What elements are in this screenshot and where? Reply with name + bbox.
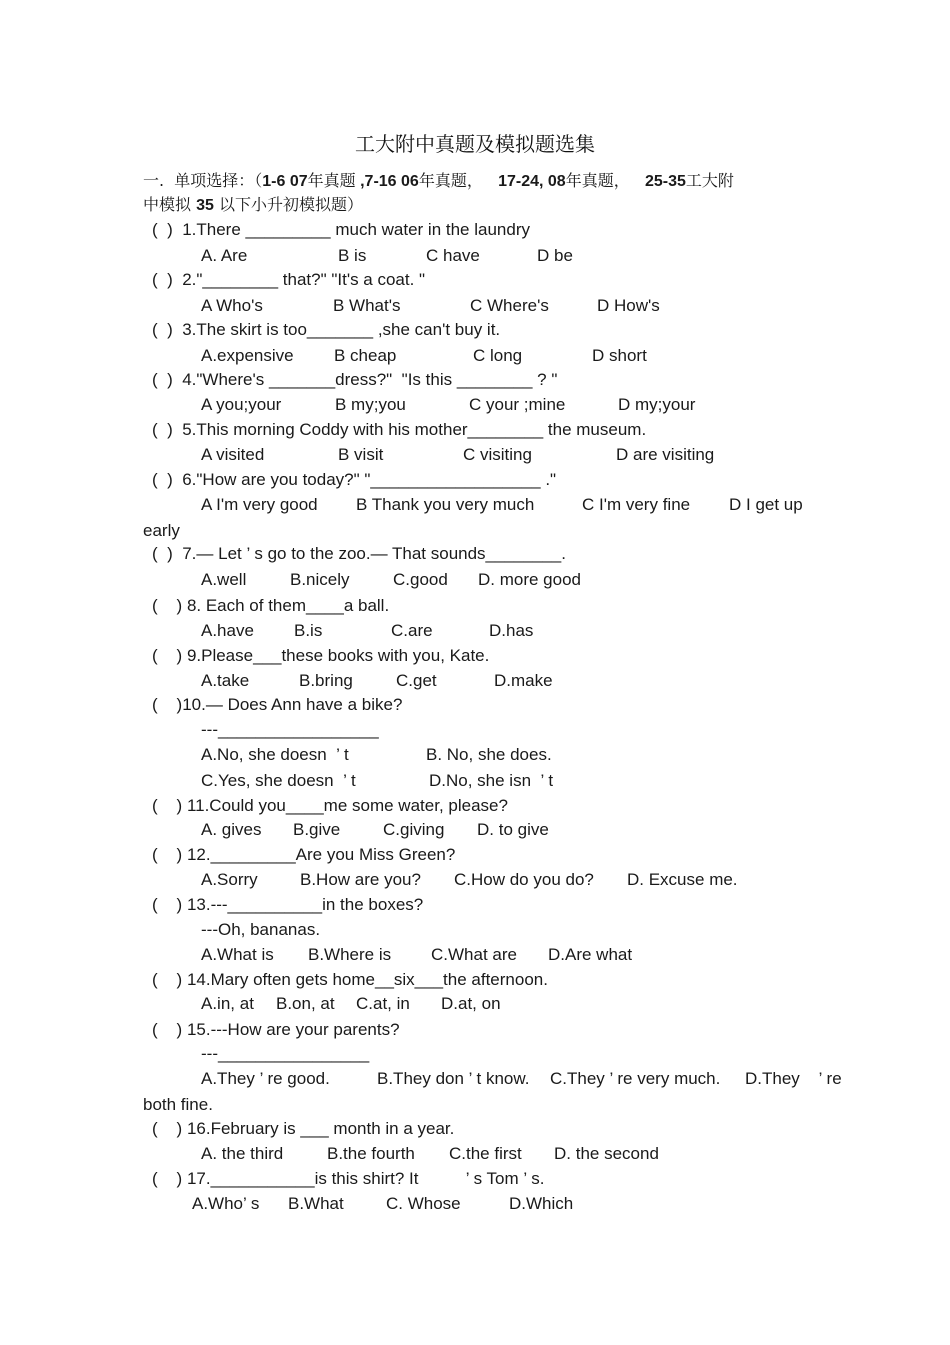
option-a: A.expensive (201, 346, 294, 365)
option-c: C. Whose (386, 1194, 461, 1213)
option-d: D.Which (509, 1194, 574, 1213)
intro-range: 25-35 (644, 173, 686, 190)
option-b: B Thank you very much (356, 495, 535, 514)
option-a: A.What is (201, 945, 274, 964)
answer-line: ---Oh, bananas. (201, 920, 321, 939)
question-stem: ( ) 9.Please___these books with you, Kate. (152, 646, 490, 665)
option-c: C.good (393, 570, 448, 589)
option-d: D. the second (554, 1144, 659, 1163)
option-d: D.Are what (548, 945, 633, 964)
option-b: B.bring (299, 671, 353, 690)
option-c: C visiting (463, 445, 532, 464)
option-b: B.They don ’ t know. (377, 1069, 530, 1088)
option-b: B.give (293, 820, 341, 839)
option-wrap: both fine. (143, 1095, 213, 1114)
option-a: A.They ’ re good. (201, 1069, 330, 1088)
intro-range: ,7-16 06 (355, 173, 419, 190)
question-stem: ( ) 1.There _________ much water in the laundry (152, 220, 530, 239)
option-a: A you;your (201, 395, 282, 414)
question-stem: ( ) 4."Where's _______dress?" "Is this ________ ? " (152, 370, 558, 389)
question-stem: ( ) 7.— Let ’ s go to the zoo.— That sounds________. (152, 544, 566, 563)
option-b: B.is (294, 621, 323, 640)
intro-text: 年真题， (418, 171, 483, 190)
option-c: C.Yes, she doesn ’ t (201, 771, 356, 790)
answer-line: ---________________ (201, 1044, 370, 1063)
option-b: B.nicely (290, 570, 350, 589)
question-stem: ( ) 17.___________is this shirt? It ’ s Tom ’ s. (152, 1169, 545, 1188)
option-d: D How's (597, 296, 660, 315)
option-a: A.Who’ s (192, 1194, 260, 1213)
question-stem: ( ) 16.February is ___ month in a year. (152, 1119, 455, 1138)
option-a: A visited (201, 445, 265, 464)
option-b: B cheap (334, 346, 397, 365)
option-d: D. to give (477, 820, 549, 839)
option-d: D are visiting (616, 445, 715, 464)
intro-text: 年真题 (307, 171, 356, 190)
option-d: D.at, on (441, 994, 501, 1013)
intro-text: 一. 单项选择：（ (143, 171, 263, 190)
option-c: C Where's (470, 296, 549, 315)
intro-range: 17-24, 08 (498, 173, 566, 190)
option-b: B.the fourth (327, 1144, 415, 1163)
intro-text: 中模拟 (143, 195, 197, 214)
option-wrap: early (143, 521, 180, 540)
section-heading-cont (143, 194, 363, 217)
question-stem: ( ) 6."How are you today?" "__________________ ." (152, 470, 557, 489)
option-a: A. gives (201, 820, 262, 839)
option-a: A Who's (201, 296, 263, 315)
option-d: D. more good (478, 570, 581, 589)
option-c: C.What are (431, 945, 517, 964)
intro-text: 年真题， (565, 171, 630, 190)
option-d: D be (537, 246, 573, 265)
intro-range: 35 (196, 197, 214, 214)
option-c: C.How do you do? (454, 870, 594, 889)
option-b: B.on, at (276, 994, 335, 1013)
intro-text: 以下小升初模拟题） (213, 195, 363, 214)
option-c: C.get (396, 671, 437, 690)
question-stem: ( ) 14.Mary often gets home__six___the afternoon. (152, 970, 548, 989)
option-a: A.take (201, 671, 250, 690)
option-a: A I'm very good (201, 495, 318, 514)
question-stem: ( ) 5.This morning Coddy with his mother________ the museum. (152, 420, 647, 439)
option-c: C I'm very fine (582, 495, 691, 514)
question-stem: ( )10.— Does Ann have a bike? (152, 695, 403, 714)
option-d: D.make (494, 671, 553, 690)
option-c: C.They ’ re very much. (550, 1069, 721, 1088)
option-a: A.Sorry (201, 870, 258, 889)
option-b: B.What (288, 1194, 344, 1213)
option-d: D my;your (618, 395, 696, 414)
option-c: C.are (391, 621, 433, 640)
question-stem: ( ) 3.The skirt is too_______ ,she can't buy it. (152, 320, 501, 339)
option-a: A.No, she doesn ’ t (201, 745, 349, 764)
question-stem: ( ) 15.---How are your parents? (152, 1020, 400, 1039)
option-a: A. Are (201, 246, 248, 265)
option-d: D short (592, 346, 647, 365)
answer-line: ---_________________ (201, 720, 379, 739)
section-heading (143, 170, 734, 193)
question-stem: ( ) 12._________Are you Miss Green? (152, 845, 456, 864)
option-c: C.the first (449, 1144, 522, 1163)
option-c: C.at, in (356, 994, 410, 1013)
question-stem: ( ) 8. Each of them____a ball. (152, 596, 390, 615)
question-stem: ( ) 11.Could you____me some water, please? (152, 796, 508, 815)
option-b: B What's (333, 296, 401, 315)
option-b: B visit (338, 445, 384, 464)
option-b: B is (338, 246, 367, 265)
option-c: C your ;mine (469, 395, 566, 414)
option-a: A.have (201, 621, 254, 640)
question-stem: ( ) 13.---__________in the boxes? (152, 895, 424, 914)
option-a: A.well (201, 570, 247, 589)
option-d: D.They ’ re (745, 1069, 842, 1088)
option-b: B my;you (335, 395, 406, 414)
option-c: C long (473, 346, 523, 365)
option-b: B.Where is (308, 945, 392, 964)
question-stem: ( ) 2."________ that?" "It's a coat. " (152, 270, 426, 289)
option-c: C.giving (383, 820, 445, 839)
option-a: A. the third (201, 1144, 284, 1163)
option-b: B. No, she does. (426, 745, 552, 764)
intro-text: 工大附 (685, 171, 734, 190)
option-d: D I get up (729, 495, 803, 514)
option-c: C have (426, 246, 480, 265)
page-title: 工大附中真题及模拟题选集 (355, 132, 595, 156)
option-d: D. Excuse me. (627, 870, 738, 889)
option-d: D.has (489, 621, 534, 640)
option-b: B.How are you? (300, 870, 421, 889)
intro-range: 1-6 07 (262, 173, 308, 190)
option-a: A.in, at (201, 994, 254, 1013)
option-d: D.No, she isn ’ t (429, 771, 554, 790)
